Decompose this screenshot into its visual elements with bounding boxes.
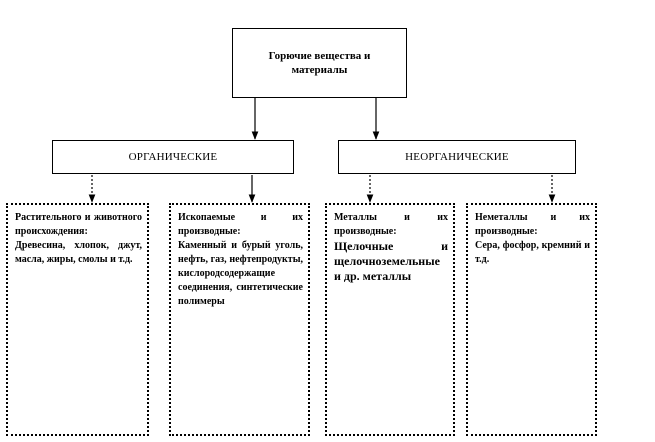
leaf-nonmetals — [466, 203, 597, 436]
leaf-fossil-body: Каменный и бурый уголь, нефть, газ, нефтепродукты, кислородсодержащие соединения, синтетические полимеры — [178, 240, 303, 307]
category-inorganic — [338, 140, 576, 174]
category-inorganic-label: НЕОРГАНИЧЕСКИЕ — [405, 151, 509, 163]
leaf-metals — [325, 203, 455, 436]
leaf-metals-body: Щелочные и щелочноземельные и др. металлы — [334, 239, 448, 283]
root-node — [232, 28, 407, 98]
leaf-metals-head: Металлы и их производные: — [334, 212, 448, 237]
leaf-nonmetals-body: Сера, фосфор, кремний и т.д. — [475, 240, 590, 265]
leaf-fossil-head: Ископаемые и их производные: — [178, 212, 303, 237]
leaf-fossil — [169, 203, 310, 436]
category-organic — [52, 140, 294, 174]
leaf-plant-animal-head: Растительного и животного происхождения: — [15, 212, 142, 237]
leaf-plant-animal — [6, 203, 149, 436]
category-organic-label: ОРГАНИЧЕСКИЕ — [128, 151, 218, 163]
leaf-plant-animal-body: Древесина, хлопок, джут, масла, жиры, смолы и т.д. — [15, 240, 142, 265]
root-node-label: Горючие вещества и материалы — [268, 50, 371, 76]
leaf-nonmetals-head: Неметаллы и их производные: — [475, 212, 590, 237]
